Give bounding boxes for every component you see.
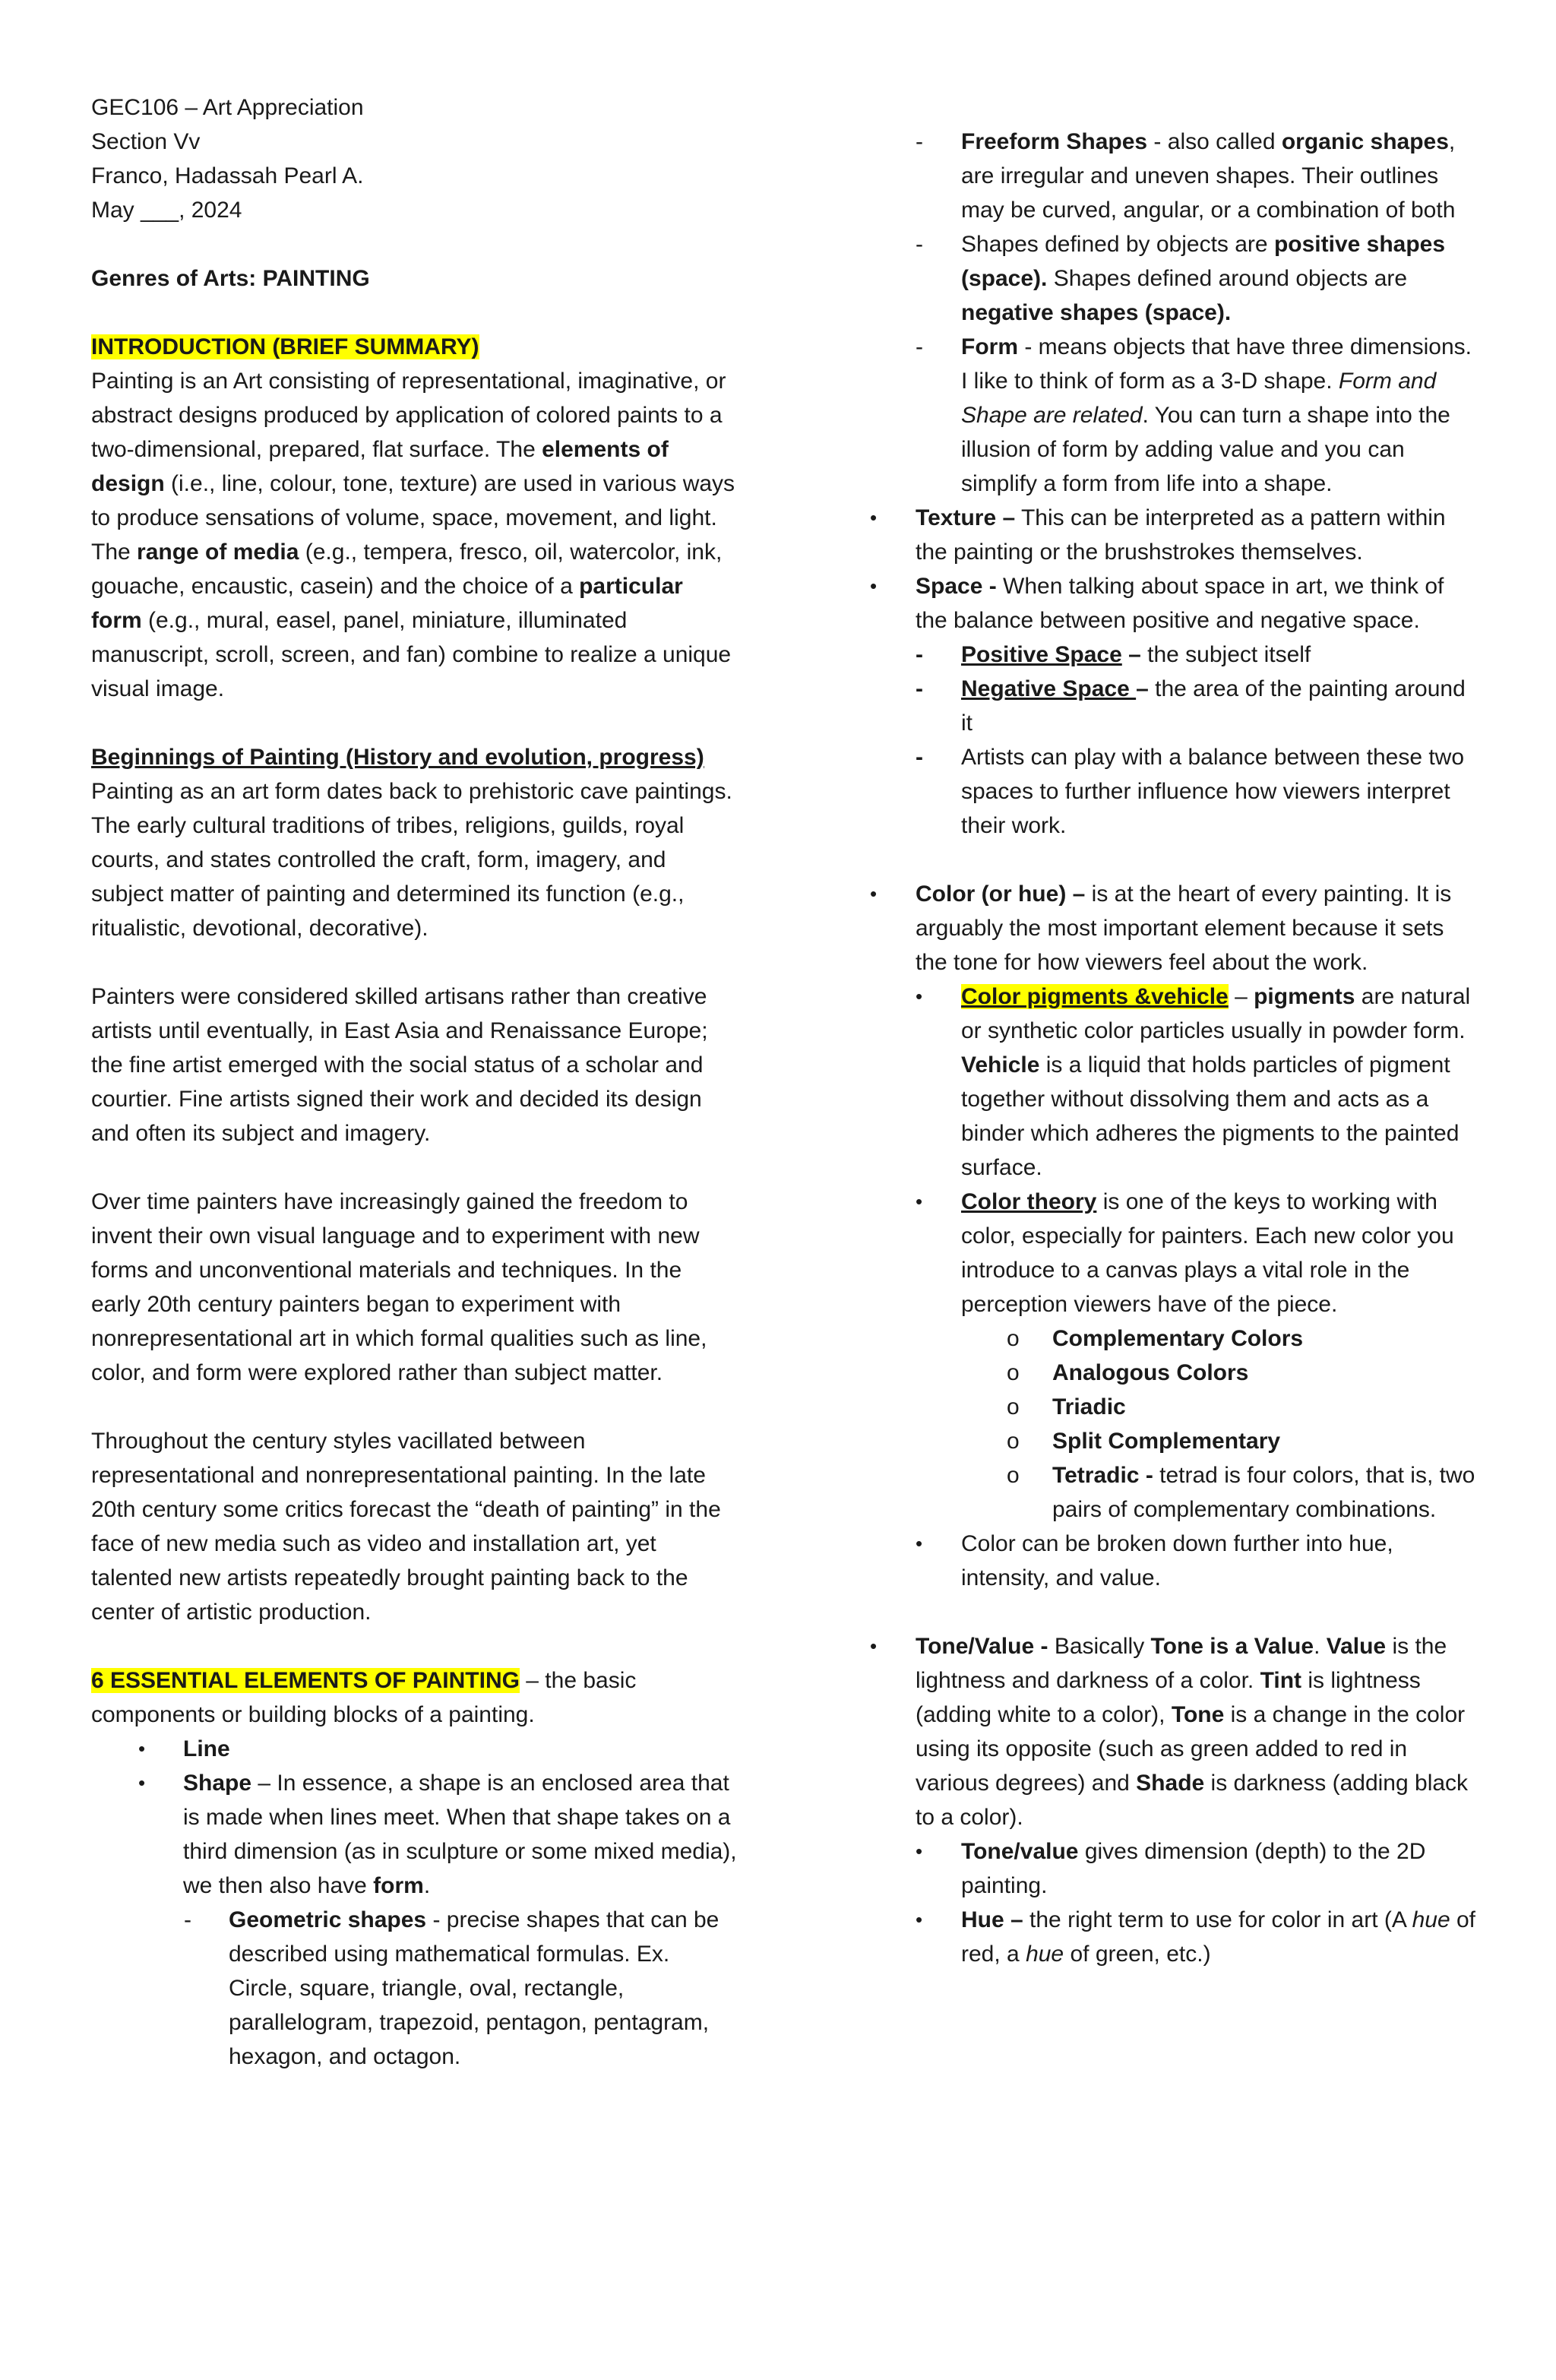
list-item-analogous: o Analogous Colors bbox=[870, 1356, 1478, 1390]
elements-list-continued bbox=[870, 125, 1478, 843]
history-paragraph-2: Painters were considered skilled artisans rather than creative artists until eventually, in East Asia and Renaissance Europe; the fine artist emerged with the social status of a scholar and courtier. Fine artists signed their work and decided its design and often its subject and imagery. bbox=[91, 984, 708, 1146]
section-line: Section Vv bbox=[91, 129, 201, 154]
circle-bullet-icon: o bbox=[1007, 1326, 1020, 1351]
dash-icon: - bbox=[916, 129, 923, 154]
list-item-space-balance: - Artists can play with a balance between these two spaces to further influence how viewers interpret their work. bbox=[870, 740, 1478, 843]
history-paragraph-1: Painting as an art form dates back to prehistoric cave paintings. The early cultural traditions of tribes, religions, guilds, royal courts, and states controlled the craft, form, imagery, and subject matter of painting and determined its function (e.g., ritualistic, devotional, decorative). bbox=[91, 779, 732, 941]
list-item-space: • Space - When talking about space in art, we think of the balance between positive and negative space. bbox=[870, 569, 1478, 638]
bullet-icon: • bbox=[916, 1532, 923, 1555]
bullet-icon: • bbox=[138, 1737, 146, 1760]
dash-icon: - bbox=[916, 232, 923, 257]
history-paragraph-4: Throughout the century styles vacillated between representational and nonrepresentational painting. In the late 20th century some critics forecast the “death of painting” in the face of new media such as video and installation art, yet talented new artists repeatedly brought painting back to the center of artistic production. bbox=[91, 1429, 721, 1625]
list-item-negative-space: - Negative Space – the area of the painting around it bbox=[870, 672, 1478, 740]
elements-heading: 6 ESSENTIAL ELEMENTS OF PAINTING – the basic components or building blocks of a painting. bbox=[91, 1668, 637, 1727]
bullet-icon: • bbox=[870, 506, 878, 529]
list-item-positive-space: - Positive Space – the subject itself bbox=[870, 638, 1478, 672]
list-item-color: • Color (or hue) – is at the heart of every painting. It is arguably the most important element because it sets the tone for how viewers feel about the work. bbox=[870, 877, 1478, 980]
list-item-geometric-shapes: - Geometric shapes - precise shapes that can be described using mathematical formulas. Ex. Circle, square, triangle, oval, rectangle, parallelogram, trapezoid, pentagon, pentagram, hexagon, and octagon. bbox=[91, 1903, 737, 2074]
list-item-tone-dimension: • Tone/value gives dimension (depth) to the 2D painting. bbox=[870, 1834, 1478, 1903]
dash-icon: - bbox=[916, 745, 923, 770]
color-list bbox=[870, 877, 1478, 1595]
circle-bullet-icon: o bbox=[1007, 1360, 1020, 1385]
list-item-hue: • Hue – the right term to use for color in art (A hue of red, a hue of green, etc.) bbox=[870, 1903, 1478, 1971]
course-line: GEC106 – Art Appreciation bbox=[91, 95, 364, 120]
list-item-complementary: o Complementary Colors bbox=[870, 1321, 1478, 1356]
tone-list bbox=[870, 1629, 1478, 1971]
list-item-split-complementary: o Split Complementary bbox=[870, 1424, 1478, 1458]
bullet-icon: • bbox=[870, 882, 878, 905]
dash-icon: - bbox=[916, 334, 923, 359]
list-item-form: - Form - means objects that have three dimensions. I like to think of form as a 3-D shape. Form and Shape are related. You can turn a shape into the illusion of form by adding value and you can simplify a form from life into a shape. bbox=[870, 330, 1478, 501]
history-heading: Beginnings of Painting (History and evolution, progress) bbox=[91, 745, 704, 770]
list-item-triadic: o Triadic bbox=[870, 1390, 1478, 1424]
circle-bullet-icon: o bbox=[1007, 1463, 1020, 1488]
intro-paragraph: Painting is an Art consisting of representational, imaginative, or abstract designs produced by application of colored paints to a two-dimensional, prepared, flat surface. The elements of design (i.e., line, colour, tone, texture) are used in various ways to produce sensations of volume, space, movement, and light. The range of media (e.g., tempera, fresco, oil, watercolor, ink, gouache, encaustic, casein) and the choice of a particular form (e.g., mural, easel, panel, miniature, illuminated manuscript, scroll, screen, and fan) combine to realize a unique visual image. bbox=[91, 369, 735, 701]
list-item-positive-negative-shapes: - Shapes defined by objects are positive shapes (space). Shapes defined around objects are negative shapes (space). bbox=[870, 227, 1478, 330]
list-item-tetradic: o Tetradic - tetrad is four colors, that is, two pairs of complementary combinations. bbox=[870, 1458, 1478, 1527]
bullet-icon: • bbox=[870, 1635, 878, 1657]
list-item-line: • Line bbox=[91, 1732, 737, 1766]
intro-heading: INTRODUCTION (BRIEF SUMMARY) bbox=[91, 334, 479, 359]
list-item-freeform-shapes: - Freeform Shapes - also called organic shapes, are irregular and uneven shapes. Their outlines may be curved, angular, or a combination of both bbox=[870, 125, 1478, 227]
bullet-icon: • bbox=[138, 1771, 146, 1794]
circle-bullet-icon: o bbox=[1007, 1394, 1020, 1419]
date-line: May ___, 2024 bbox=[91, 198, 242, 223]
list-item-color-breakdown: • Color can be broken down further into hue, intensity, and value. bbox=[870, 1527, 1478, 1595]
history-paragraph-3: Over time painters have increasingly gained the freedom to invent their own visual language and to experiment with new forms and unconventional materials and techniques. In the early 20th century painters began to experiment with nonrepresentational art in which formal qualities such as line, color, and form were explored rather than subject matter. bbox=[91, 1189, 707, 1385]
bullet-icon: • bbox=[916, 1190, 923, 1213]
right-column bbox=[870, 125, 1478, 1971]
bullet-icon: • bbox=[916, 1840, 923, 1863]
dash-icon: - bbox=[916, 642, 923, 667]
bullet-icon: • bbox=[916, 1908, 923, 1931]
author-name: Franco, Hadassah Pearl A. bbox=[91, 163, 364, 188]
dash-icon: - bbox=[916, 676, 923, 701]
left-column bbox=[91, 90, 737, 2074]
list-item-tone-value: • Tone/Value - Basically Tone is a Value. Value is the lightness and darkness of a color. Tint is lightness (adding white to a color), Tone is a change in the color using its opposite (such as green added to red in various degrees) and Shade is darkness (adding black to a color). bbox=[870, 1629, 1478, 1834]
list-item-color-theory: • Color theory is one of the keys to working with color, especially for painters. Each new color you introduce to a canvas plays a vital role in the perception viewers have of the piece. bbox=[870, 1185, 1478, 1321]
elements-list bbox=[91, 1732, 737, 2074]
list-item-shape: • Shape – In essence, a shape is an enclosed area that is made when lines meet. When that shape takes on a third dimension (as in sculpture or some mixed media), we then also have form. bbox=[91, 1766, 737, 1903]
list-item-color-pigments: • Color pigments &vehicle – pigments are natural or synthetic color particles usually in powder form. Vehicle is a liquid that holds particles of pigment together without dissolving them and acts as a binder which adheres the pigments to the painted surface. bbox=[870, 980, 1478, 1185]
dash-icon: - bbox=[184, 1907, 191, 1932]
bullet-icon: • bbox=[870, 574, 878, 597]
circle-bullet-icon: o bbox=[1007, 1429, 1020, 1454]
document-title: Genres of Arts: PAINTING bbox=[91, 266, 370, 291]
bullet-icon: • bbox=[916, 985, 923, 1008]
list-item-texture: • Texture – This can be interpreted as a pattern within the painting or the brushstrokes themselves. bbox=[870, 501, 1478, 569]
